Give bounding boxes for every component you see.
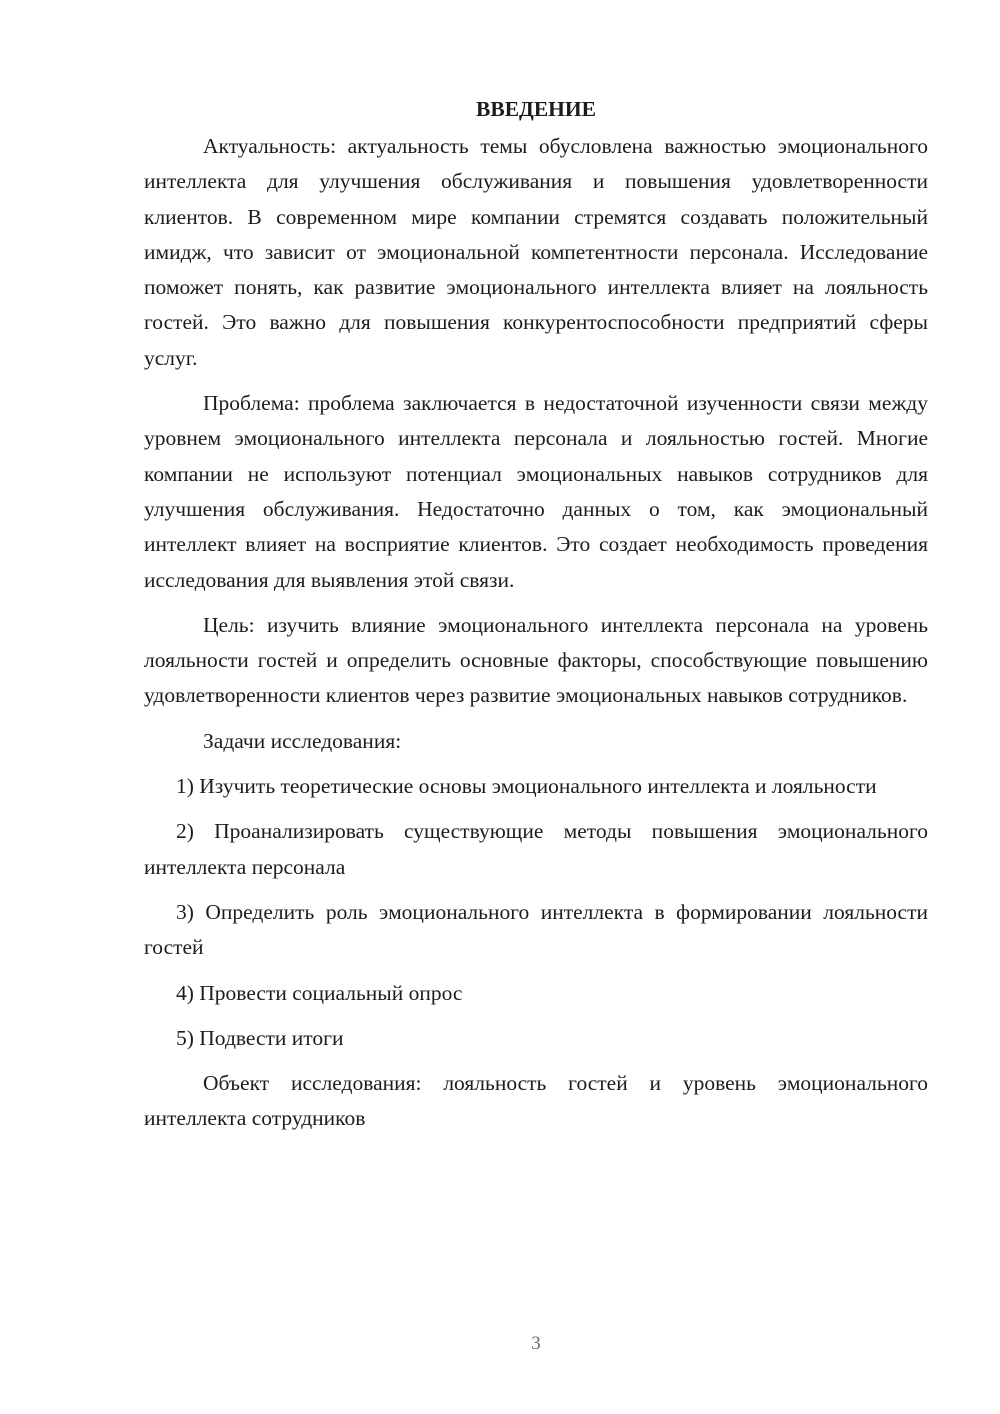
task-item-4: 4) Провести социальный опрос [176,980,463,1005]
task-item-2: 2) Проанализировать существующие методы повышения эмоционального интеллекта персонала [144,819,928,879]
page-number: 3 [531,1333,541,1354]
paragraph-relevance: Актуальность: актуальность темы обусловлена важностью эмоционального интеллекта для улучшения обслуживания и повышения удовлетворенности клиентов. В современном мире компании стремятся создавать положительный имидж, что зависит от эмоциональной компетентности персонала. Исследование поможет понять, как развитие эмоционального интеллекта влияет на лояльность гостей. Это важно для повышения конкурентоспособности предприятий сферы услуг. [144,134,928,370]
paragraph-object: Объект исследования: лояльность гостей и уровень эмоционального интеллекта сотрудников [144,1071,928,1131]
paragraph-goal: Цель: изучить влияние эмоционального интеллекта персонала на уровень лояльности гостей и определить основные факторы, способствующие повышению удовлетворенности клиентов через развитие эмоциональных навыков сотрудников. [144,612,928,708]
tasks-heading: Задачи исследования: [203,728,402,753]
page-content [144,92,928,1147]
paragraph-problem: Проблема: проблема заключается в недостаточной изученности связи между уровнем эмоционального интеллекта персонала и лояльностью гостей. Многие компании не используют потенциал эмоциональных навыков сотрудников для улучшения обслуживания. Недостаточно данных о том, как эмоциональный интеллект влияет на восприятие клиентов. Это создает необходимость проведения исследования для выявления этой связи. [144,391,928,592]
page-title: ВВЕДЕНИЕ [476,97,596,121]
task-item-3: 3) Определить роль эмоционального интеллекта в формировании лояльности гостей [144,899,928,960]
task-item-1: 1) Изучить теоретические основы эмоционального интеллекта и лояльности [176,774,877,799]
task-item-5: 5) Подвести итоги [176,1025,344,1050]
